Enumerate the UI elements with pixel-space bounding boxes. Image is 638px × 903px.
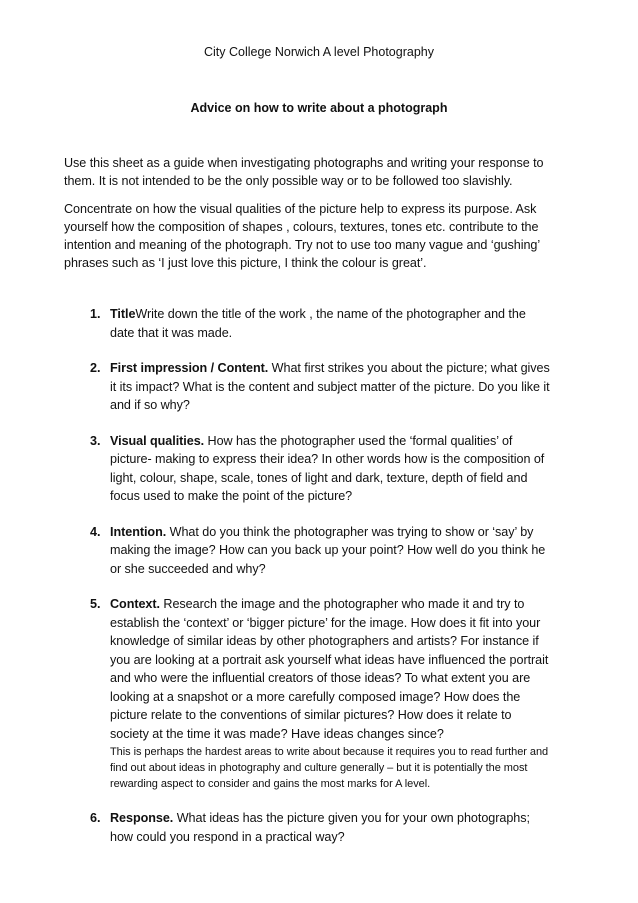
list-item-first-impression: [0, 359, 550, 415]
item-label: Context.: [110, 597, 160, 611]
item-number: 4.: [90, 524, 101, 539]
intro-text-1: Use this sheet as a guide when investigating photographs and writing your response to them. It is not intended to be the only possible way or to be followed too slavishly.: [64, 156, 544, 188]
item-label: Response.: [110, 811, 174, 825]
list-item-intention: [0, 523, 550, 579]
list-item-context: [0, 595, 550, 792]
item-label: Intention.: [110, 524, 167, 539]
list-item-response: [0, 809, 550, 846]
item-label: First impression / Content.: [110, 361, 269, 375]
document-title: Advice on how to write about a photograph: [190, 101, 448, 115]
item-number: 5.: [90, 597, 101, 611]
list-item-title: [0, 305, 550, 342]
item-label: Visual qualities.: [110, 433, 205, 448]
intro-text-2: Concentrate on how the visual qualities of the picture help to express its purpose. Ask yourself how the composition of shapes , colours, textures, tones etc. contribute to the intention and meaning of the photograph. Try not to use too many vague and ‘gushing’ phrases such as ‘I just love this picture, I think the colour is great’.: [64, 202, 540, 270]
item-text: What ideas has the picture given you for your own photographs; how could you respond in a practical way?: [110, 811, 530, 844]
item-text: How has the photographer used the ‘formal qualities’ of picture- making to express their idea? In other words how is the composition of light, colour, shape, scale, tones of light and dark, texture, depth of field and focus used to make the point of the picture?: [110, 433, 545, 503]
item-label: Title: [110, 307, 136, 321]
list-item-visual-qualities: [0, 432, 550, 506]
item-text: What do you think the photographer was trying to show or ‘say’ by making the image? How can you back up your point? How well do you think he or she succeeded and why?: [110, 524, 546, 576]
page-header: City College Norwich A level Photography: [204, 45, 434, 59]
item-text: What first strikes you about the picture; what gives it its impact? What is the content and subject matter of the picture. Do you like it and if so why?: [110, 361, 550, 412]
intro-paragraph-1: [64, 154, 564, 190]
item-number: 3.: [90, 433, 101, 448]
item-number: 6.: [90, 811, 101, 825]
item-text: Research the image and the photographer who made it and try to establish the ‘context’ or ‘bigger picture’ for the image. How does it fit into your knowledge of similar ideas by other photographers and artists? For instance if you are looking at a portrait ask yourself what ideas have influenced the portrait and who were the influential creators of those ideas? To what extent you are looking at a snapshot or a more carefully composed image? How does the picture relate to the conventions of similar pictures? How does it relate to society at the time it was made? Have ideas changes since?: [110, 597, 549, 741]
item-note: This is perhaps the hardest areas to write about because it requires you to read further and find out about ideas in photography and culture generally – but it is potentially the most rewarding aspect to consider and gains the most marks for A level.: [110, 746, 549, 790]
intro-paragraph-2: [64, 200, 564, 272]
advice-list: [0, 305, 638, 863]
item-number: 1.: [90, 307, 101, 321]
item-number: 2.: [90, 361, 101, 375]
item-text: Write down the title of the work , the name of the photographer and the date that it was made.: [110, 307, 526, 340]
